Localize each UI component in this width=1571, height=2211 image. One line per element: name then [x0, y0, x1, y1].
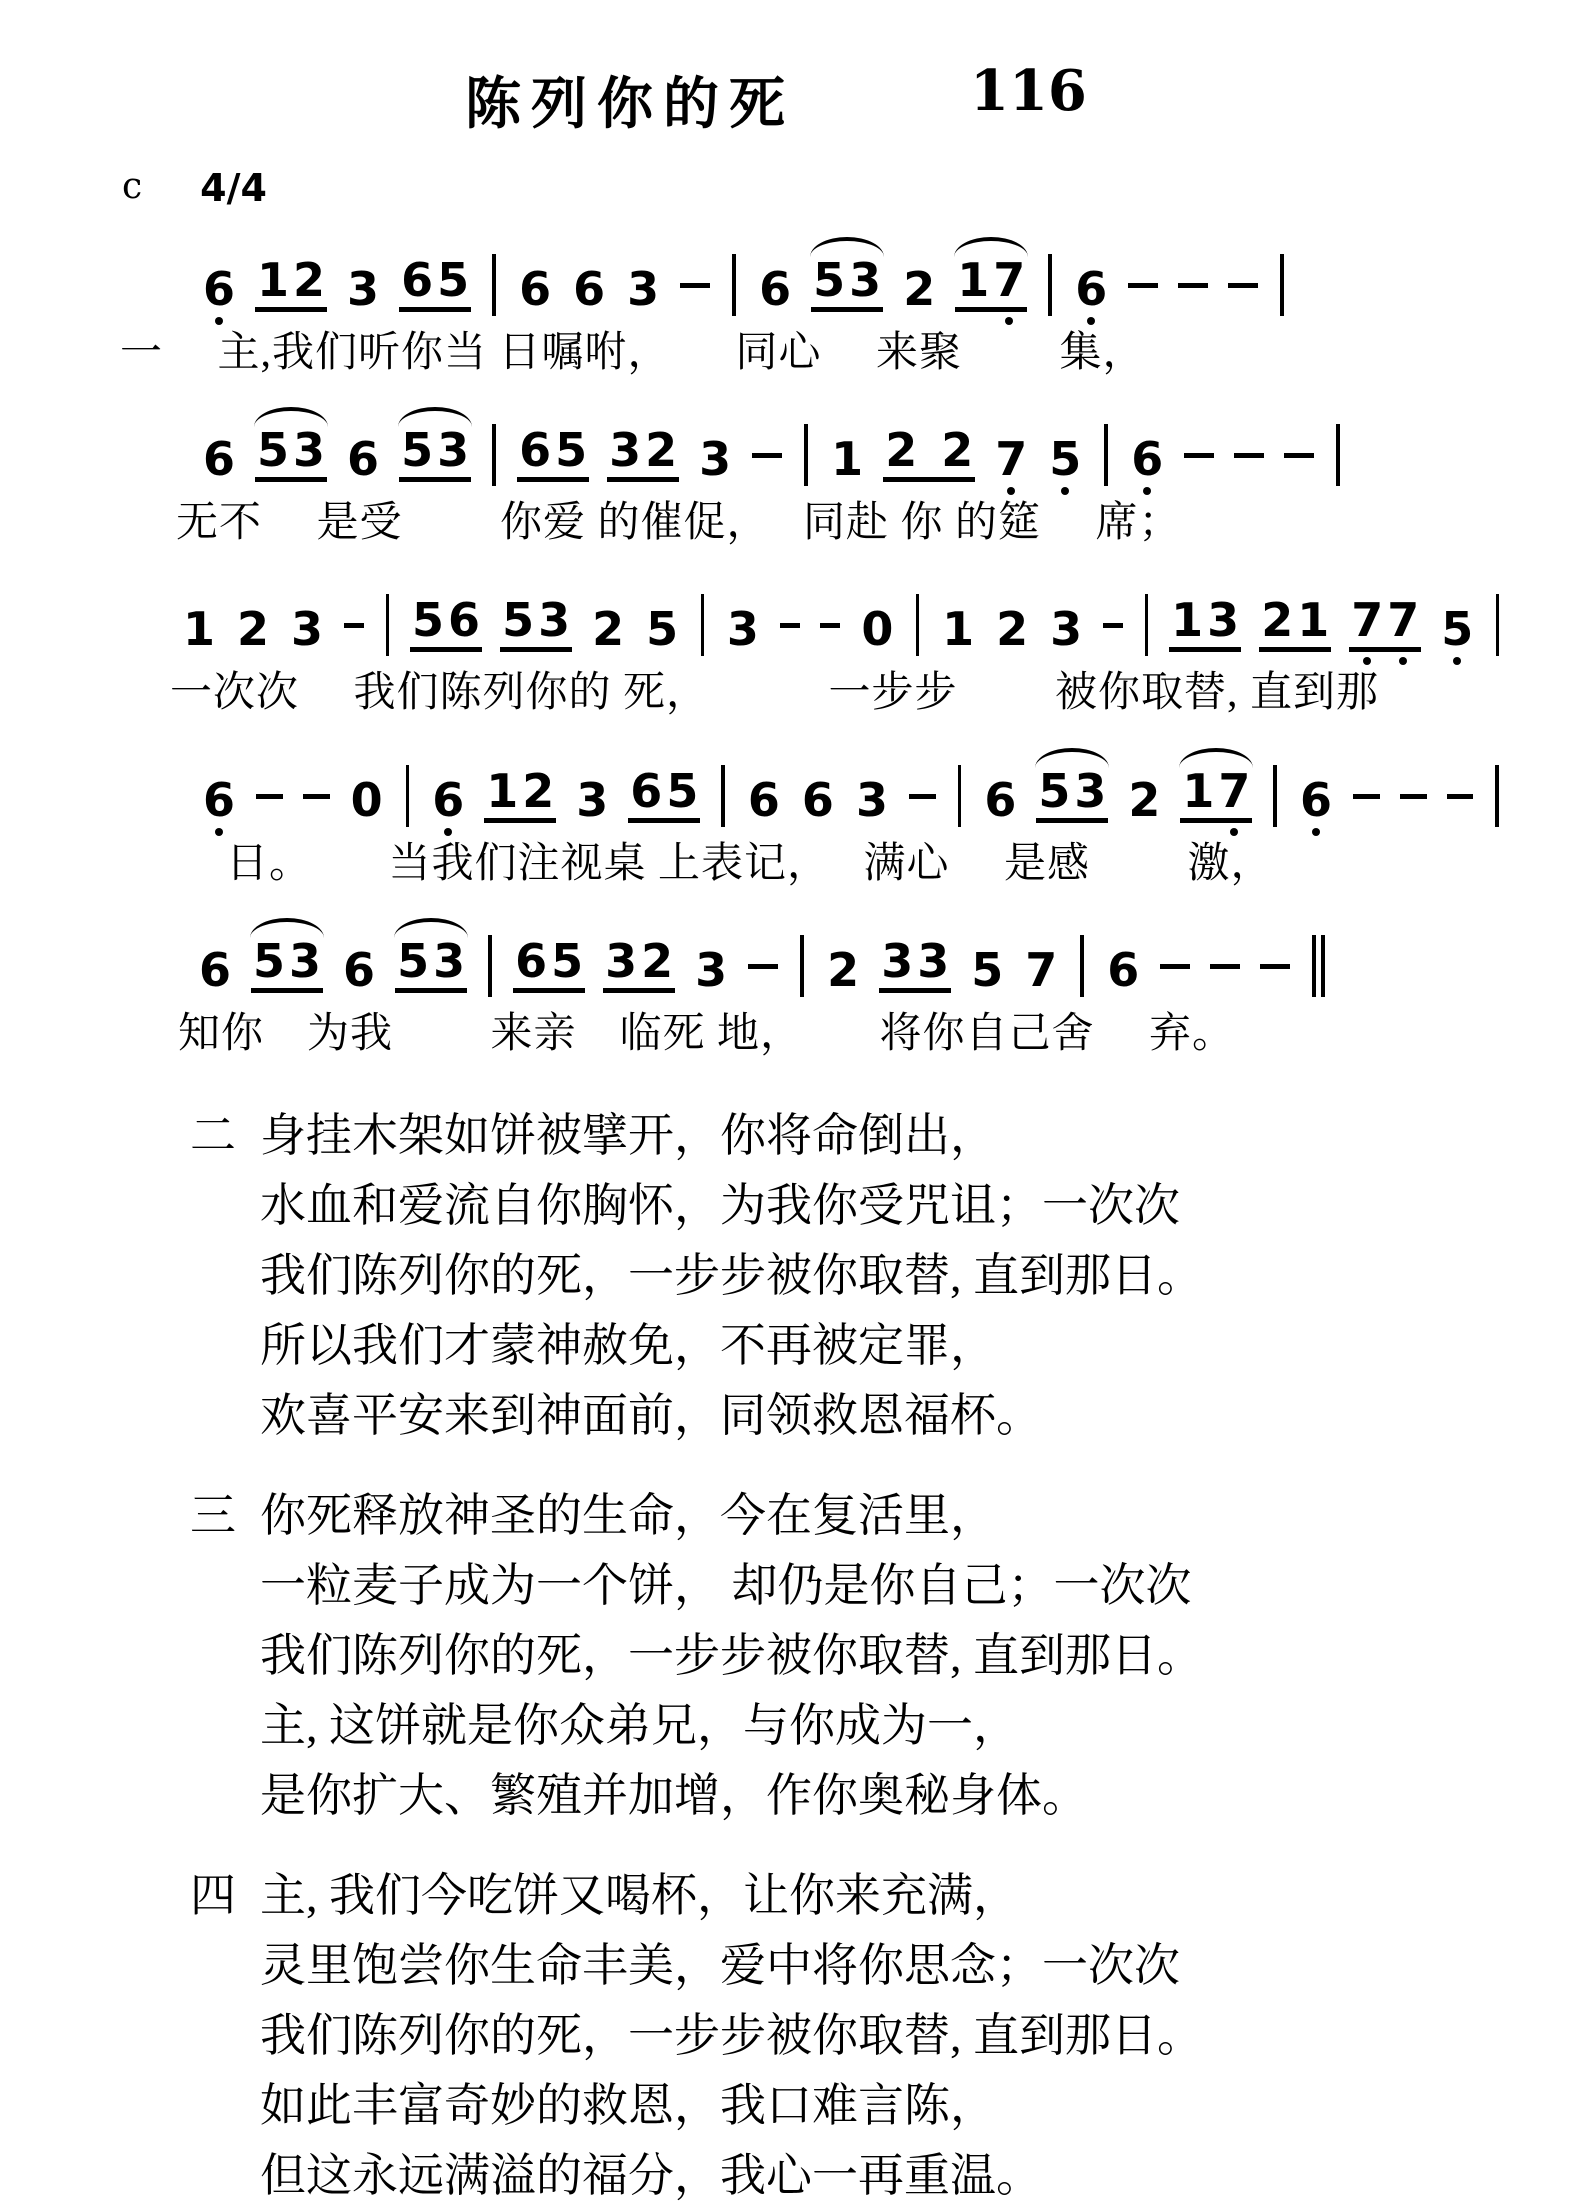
- note: 5 3: [395, 938, 467, 993]
- verse-line: 主, 这饼就是你众弟兄，与你成为一，: [260, 1699, 1019, 1751]
- final-barline: [1312, 935, 1325, 997]
- hymn-number: 116: [970, 58, 1087, 124]
- low-octave-dot: [215, 828, 223, 836]
- barline: [721, 765, 725, 827]
- lyrics-row: 日。 当我们注视桌 上表记， 满心 是感 激，: [226, 840, 1274, 887]
- barline: [1273, 765, 1277, 827]
- barline: [1280, 254, 1284, 316]
- barline: [800, 935, 804, 997]
- note: 7: [1025, 942, 1058, 997]
- low-octave-dot: [1363, 657, 1371, 665]
- duration-dash: [909, 794, 936, 799]
- barline: [1336, 424, 1340, 486]
- verse-line: 我们陈列你的死，一步步被你取替, 直到那日。: [260, 2009, 1203, 2061]
- note: 1 2: [484, 768, 556, 823]
- note: 1: [831, 432, 864, 487]
- duration-dash: [344, 623, 364, 628]
- low-octave-dot: [1005, 317, 1013, 325]
- notes-row: [192, 402, 1511, 498]
- duration-dash: [748, 964, 778, 969]
- note: 3 2: [603, 938, 675, 993]
- barline: [732, 254, 736, 316]
- low-octave-dot: [1453, 657, 1461, 665]
- verse-line: 水血和爱流自你胸怀，为我你受咒诅；一次次: [260, 1179, 1180, 1231]
- notes-row: [192, 232, 1511, 328]
- barline: [1496, 594, 1499, 656]
- verse-line: 是你扩大、繁殖并加增，作你奥秘身体。: [260, 1769, 1088, 1821]
- score-line: [120, 743, 1511, 887]
- note: 0: [861, 602, 894, 657]
- duration-dash: [303, 794, 330, 799]
- note: 1 7: [1180, 768, 1252, 823]
- score-line: [120, 402, 1511, 546]
- barline: [1145, 594, 1148, 656]
- slur-arc: [250, 918, 324, 938]
- notes-row: [188, 913, 1511, 1009]
- note: 5 3: [399, 427, 471, 482]
- duration-dash: [1447, 794, 1474, 799]
- note: 6: [984, 772, 1017, 827]
- verse-line: 一粒麦子成为一个饼， 却仍是你自己；一次次: [260, 1559, 1192, 1611]
- note: 5: [971, 942, 1004, 997]
- note: 6: [519, 262, 552, 316]
- note: 5: [1047, 436, 1083, 482]
- lyrics-row: 无不 是受 你爱 的催促， 同赴 你 的筵 席；: [176, 500, 1182, 547]
- low-octave-dot: [1007, 487, 1015, 495]
- note: 6 5: [628, 768, 700, 823]
- note: 3: [627, 262, 660, 316]
- note: 6: [1129, 436, 1165, 482]
- verse-number: 三: [190, 1489, 236, 1541]
- verse-line: 欢喜平安来到神面前，同领救恩福杯。: [260, 1389, 1042, 1441]
- barline: [386, 594, 389, 656]
- verse-line: 主, 我们今吃饼又喝杯，让你来充满，: [260, 1869, 1019, 1921]
- note: 5 3: [255, 427, 327, 482]
- barline: [1080, 935, 1084, 997]
- slur-arc: [810, 237, 884, 257]
- duration-dash: [1228, 283, 1258, 288]
- note: 5 3: [251, 938, 323, 993]
- duration-dash: [1400, 794, 1427, 799]
- verse-number: 二: [190, 1109, 236, 1161]
- duration-dash: [1234, 453, 1264, 458]
- barline: [488, 935, 492, 997]
- note: 3: [576, 772, 609, 827]
- low-octave-dot: [1061, 487, 1069, 495]
- note: 5 3: [1036, 768, 1108, 823]
- note: 6: [801, 772, 834, 827]
- slur-arc: [954, 237, 1028, 257]
- note: 6: [347, 432, 380, 487]
- verse-2: [120, 1101, 1511, 1451]
- note: 6: [1073, 266, 1109, 312]
- verse-lines: [260, 1481, 1511, 1831]
- note: 6: [430, 777, 466, 823]
- music-score: [120, 232, 1511, 1057]
- verse-line: 但这永远满溢的福分，我心一再重温。: [260, 2149, 1042, 2201]
- score-line: [120, 572, 1511, 716]
- duration-dash: [752, 453, 782, 458]
- note: 1: [183, 602, 216, 657]
- note: 6: [759, 262, 792, 316]
- note: 3 3: [879, 938, 951, 993]
- duration-dash: [780, 623, 800, 628]
- note: 6: [1298, 777, 1334, 823]
- duration-dash: [1210, 964, 1240, 969]
- page-title: 陈列你的死: [465, 74, 795, 136]
- slur-arc: [398, 407, 472, 427]
- note: 7: [993, 436, 1029, 482]
- low-octave-dot: [1399, 657, 1407, 665]
- note: 5: [1439, 606, 1475, 652]
- note: 5 3: [500, 597, 572, 652]
- note: 2 1: [1259, 597, 1331, 652]
- duration-dash: [1103, 623, 1123, 628]
- verse-line: 我们陈列你的死，一步步被你取替, 直到那日。: [260, 1249, 1203, 1301]
- low-octave-dot: [215, 317, 223, 325]
- note: 6: [747, 772, 780, 827]
- note: 3: [1050, 602, 1083, 657]
- verse-line: 灵里饱尝你生命丰美，爱中将你思念；一次次: [260, 1939, 1180, 1991]
- barline: [492, 424, 496, 486]
- note: 6: [201, 777, 237, 823]
- note: 6 5: [517, 427, 589, 482]
- note: 3: [347, 262, 380, 316]
- note: 1 7: [955, 257, 1027, 312]
- verse-3: [120, 1481, 1511, 1831]
- note: 6: [343, 942, 376, 997]
- note: 6: [203, 432, 236, 487]
- note: 2 2: [883, 427, 975, 482]
- note: 2: [827, 942, 860, 997]
- note: 2: [237, 602, 270, 657]
- note: 5 3: [811, 257, 883, 312]
- note: 6 5: [513, 938, 585, 993]
- duration-dash: [1178, 283, 1208, 288]
- note: 3: [699, 432, 732, 487]
- note: 6: [199, 942, 232, 997]
- note: 0: [350, 772, 383, 827]
- header: [120, 60, 1511, 140]
- duration-dash: [1284, 453, 1314, 458]
- note: 3: [695, 942, 728, 997]
- note: 5 6: [410, 597, 482, 652]
- barline: [1104, 424, 1108, 486]
- score-line: [120, 913, 1511, 1057]
- barline: [1495, 765, 1499, 827]
- duration-dash: [1128, 283, 1158, 288]
- note: 6 5: [399, 257, 471, 312]
- note: 5: [646, 602, 679, 657]
- note: 3: [291, 602, 324, 657]
- low-octave-dot: [1143, 487, 1151, 495]
- note: 6: [1107, 942, 1140, 997]
- note: 3: [855, 772, 888, 827]
- slur-arc: [1035, 748, 1109, 768]
- verse-number: 四: [190, 1869, 236, 1921]
- low-octave-dot: [444, 828, 452, 836]
- low-octave-dot: [1312, 828, 1320, 836]
- duration-dash: [1184, 453, 1214, 458]
- note: 7 7: [1349, 597, 1421, 652]
- verse-line: 所以我们才蒙神赦免，不再被定罪，: [260, 1319, 996, 1371]
- verse-4: [120, 1861, 1511, 2211]
- note: 3 2: [607, 427, 679, 482]
- notes-row: [192, 743, 1511, 839]
- lyrics-row: 一次次 我们陈列你的 死， 一步步 被你取替, 直到那: [170, 670, 1380, 717]
- slur-arc: [254, 407, 328, 427]
- verse-line: 身挂木架如饼被擘开，你将命倒出，: [260, 1109, 996, 1161]
- notes-row: [172, 572, 1511, 668]
- time-signature: 4/4: [200, 166, 267, 210]
- note: 3: [726, 602, 759, 657]
- low-octave-dot: [1087, 317, 1095, 325]
- lyrics-row: 知你 为我 来亲 临死 地， 将你自己舍 弃。: [178, 1010, 1236, 1057]
- duration-dash: [256, 794, 283, 799]
- lyrics-row: 一 主,我们听你当 日嘱咐， 同心 来聚 集，: [120, 330, 1146, 376]
- verse-lines: [260, 1101, 1511, 1451]
- note: 1: [942, 602, 975, 657]
- key-signature: c: [122, 166, 143, 207]
- note: 1 2: [255, 257, 327, 312]
- note: 2: [903, 262, 936, 316]
- note: 6: [573, 262, 606, 316]
- note: 2: [996, 602, 1029, 657]
- barline: [804, 424, 808, 486]
- verse-line: 你死释放神圣的生命，今在复活里，: [260, 1489, 996, 1541]
- duration-dash: [1353, 794, 1380, 799]
- verse-line: 如此丰富奇妙的救恩，我口难言陈，: [260, 2079, 996, 2131]
- barline: [492, 254, 496, 316]
- note: 6: [201, 266, 237, 312]
- slur-arc: [394, 918, 468, 938]
- verse-line: 我们陈列你的死，一步步被你取替, 直到那日。: [260, 1629, 1203, 1681]
- duration-dash: [1260, 964, 1290, 969]
- barline: [958, 765, 962, 827]
- verse-lines: [260, 1861, 1511, 2211]
- duration-dash: [820, 623, 840, 628]
- low-octave-dot: [1230, 828, 1238, 836]
- duration-dash: [680, 283, 710, 288]
- barline: [1048, 254, 1052, 316]
- score-line: [120, 232, 1511, 376]
- note: 1 3: [1169, 597, 1241, 652]
- slur-arc: [1179, 748, 1253, 768]
- barline: [916, 594, 919, 656]
- duration-dash: [1160, 964, 1190, 969]
- barline: [701, 594, 704, 656]
- note: 2: [592, 602, 625, 657]
- key-time-row: [120, 166, 1511, 214]
- barline: [406, 765, 410, 827]
- verses-section: [120, 1101, 1511, 2211]
- note: 2: [1128, 772, 1161, 827]
